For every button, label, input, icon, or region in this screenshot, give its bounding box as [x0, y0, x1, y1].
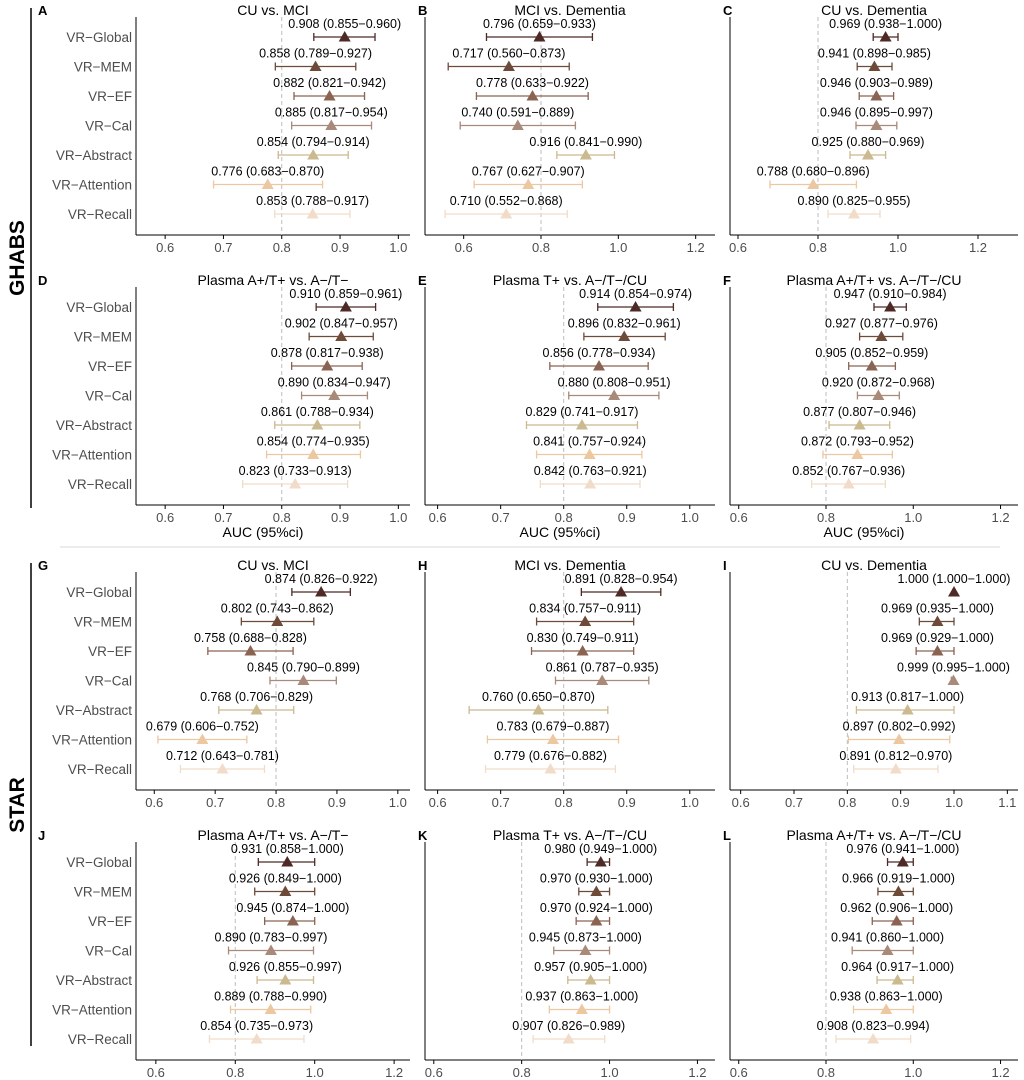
- ci-label: 0.861 (0.788−0.934): [260, 405, 374, 419]
- estimate-marker: [287, 915, 299, 926]
- ci-label: 0.896 (0.832−0.961): [567, 316, 681, 331]
- row-label: VR−Recall: [67, 762, 132, 777]
- ci-label: 0.841 (0.757−0.924): [533, 434, 647, 449]
- ci-label: 0.845 (0.790−0.899): [246, 660, 360, 675]
- panel-letter: H: [418, 558, 428, 573]
- ci-label: 0.891 (0.828−0.954): [564, 572, 678, 586]
- x-tick-label: 0.6: [156, 510, 175, 525]
- ci-label: 0.891 (0.812−0.970): [839, 749, 953, 763]
- ci-label: 0.856 (0.778−0.934): [542, 346, 656, 360]
- ci-label: 0.908 (0.855−0.960): [288, 17, 402, 31]
- panel-a: [38, 2, 410, 255]
- ci-label: 0.760 (0.650−0.870): [482, 690, 595, 704]
- row-label: VR−Recall: [67, 1032, 132, 1047]
- estimate-marker: [875, 331, 887, 342]
- estimate-marker: [867, 1033, 879, 1044]
- ci-label: 0.710 (0.552−0.868): [449, 194, 563, 208]
- panel-b: [418, 2, 715, 255]
- ci-label: 0.907 (0.826−0.989): [512, 1019, 626, 1033]
- x-tick-label: 0.8: [554, 795, 573, 810]
- ci-label: 0.890 (0.783−0.997): [214, 930, 328, 945]
- estimate-marker: [271, 616, 283, 627]
- estimate-marker: [311, 419, 323, 430]
- x-tick-label: 0.7: [206, 795, 225, 810]
- estimate-marker: [297, 675, 309, 686]
- panel-title: Plasma T+ vs. A−/T−/CU: [492, 827, 648, 843]
- estimate-marker: [902, 704, 914, 715]
- x-tick-label: 0.6: [729, 510, 748, 525]
- estimate-marker: [931, 645, 943, 656]
- ci-label: 0.927 (0.877−0.976): [824, 316, 938, 331]
- estimate-marker: [325, 120, 337, 131]
- ci-label: 0.779 (0.676−0.882): [493, 749, 607, 763]
- x-tick-label: 1.0: [680, 510, 699, 525]
- ci-label: 0.957 (0.905−1.000): [534, 960, 648, 974]
- x-tick-label: 1.2: [686, 240, 705, 255]
- ci-label: 0.962 (0.906−1.000): [840, 901, 954, 915]
- ci-label: 0.717 (0.560−0.873): [452, 46, 566, 61]
- x-tick-label: 1.0: [904, 1065, 923, 1080]
- estimate-marker: [500, 208, 512, 219]
- estimate-marker: [533, 31, 545, 42]
- ci-label: 0.966 (0.919−1.000): [841, 871, 955, 886]
- x-tick-label: 0.6: [145, 795, 164, 810]
- x-tick-label: 0.6: [728, 240, 748, 255]
- x-tick-label: 0.9: [331, 510, 350, 525]
- estimate-marker: [880, 31, 892, 42]
- x-tick-label: 0.8: [554, 510, 573, 525]
- estimate-marker: [593, 360, 605, 371]
- row-label: VR−EF: [88, 914, 132, 929]
- estimate-marker: [880, 1004, 892, 1015]
- panel-h: [418, 557, 715, 810]
- row-label: VR−Attention: [52, 447, 132, 463]
- x-tick-label: 1.0: [305, 1065, 324, 1080]
- estimate-marker: [608, 390, 620, 401]
- estimate-marker: [584, 449, 596, 460]
- estimate-marker: [315, 586, 327, 597]
- estimate-marker: [307, 208, 319, 219]
- ci-label: 0.783 (0.679−0.887): [496, 719, 610, 734]
- panel-letter: A: [38, 3, 48, 18]
- estimate-marker: [854, 419, 866, 430]
- panel-letter: I: [723, 558, 727, 573]
- estimate-marker: [807, 179, 819, 190]
- estimate-marker: [310, 61, 322, 72]
- panel-c: [723, 2, 1018, 255]
- panel-i: [723, 557, 1018, 810]
- estimate-marker: [196, 734, 208, 745]
- estimate-marker: [279, 974, 291, 985]
- panel-e: [418, 272, 715, 540]
- group-label-ghabs: GHABS: [6, 220, 29, 296]
- row-label: VR−Recall: [67, 477, 132, 492]
- panel-letter: L: [723, 828, 731, 843]
- estimate-marker: [872, 390, 884, 401]
- x-tick-label: 1.0: [944, 795, 964, 810]
- panel-title: CU vs. MCI: [237, 2, 309, 18]
- x-tick-label: 0.7: [491, 795, 510, 810]
- estimate-marker: [307, 149, 319, 160]
- x-tick-label: 0.6: [156, 240, 175, 255]
- estimate-marker: [892, 974, 904, 985]
- ci-label: 0.908 (0.823−0.994): [816, 1019, 930, 1033]
- estimate-marker: [947, 675, 959, 686]
- row-label: VR−MEM: [73, 884, 132, 900]
- estimate-marker: [576, 419, 588, 430]
- estimate-marker: [576, 1004, 588, 1015]
- x-tick-label: 1.0: [904, 510, 923, 525]
- ci-label: 0.885 (0.817−0.954): [274, 105, 388, 120]
- ci-label: 0.778 (0.633−0.922): [476, 76, 589, 90]
- estimate-marker: [265, 1004, 277, 1015]
- estimate-marker: [843, 478, 855, 489]
- estimate-marker: [884, 301, 896, 312]
- estimate-marker: [321, 360, 333, 371]
- x-tick-label: 0.7: [214, 240, 233, 255]
- ci-label: 0.946 (0.903−0.989): [819, 76, 933, 90]
- panel-title: Plasma A+/T+ vs. A−/T−/CU: [786, 827, 962, 843]
- estimate-marker: [335, 331, 347, 342]
- estimate-marker: [590, 886, 602, 897]
- estimate-marker: [244, 645, 256, 656]
- estimate-marker: [279, 886, 291, 897]
- row-label: VR−Global: [66, 30, 132, 45]
- ci-label: 0.882 (0.821−0.942): [273, 76, 387, 90]
- row-label: VR−MEM: [73, 614, 132, 630]
- ci-label: 0.926 (0.855−0.997): [228, 960, 342, 974]
- ci-label: 0.946 (0.895−0.997): [819, 105, 933, 120]
- estimate-marker: [503, 61, 515, 72]
- row-label: VR−Abstract: [55, 973, 132, 988]
- x-axis-label: AUC (95%ci): [222, 524, 304, 540]
- estimate-marker: [897, 856, 909, 867]
- ci-label: 0.740 (0.591−0.889): [461, 105, 575, 120]
- row-label: VR−MEM: [73, 329, 132, 345]
- estimate-marker: [289, 478, 301, 489]
- x-tick-label: 0.6: [454, 240, 473, 255]
- panel-letter: F: [723, 273, 731, 288]
- estimate-marker: [522, 179, 534, 190]
- row-label: VR−Attention: [52, 732, 132, 748]
- estimate-marker: [595, 856, 607, 867]
- row-label: VR−Cal: [85, 118, 132, 134]
- panel-letter: E: [418, 273, 427, 288]
- ci-label: 0.853 (0.788−0.917): [256, 194, 370, 208]
- ci-label: 0.830 (0.749−0.911): [526, 631, 639, 645]
- x-tick-label: 0.8: [512, 1065, 531, 1080]
- estimate-marker: [307, 449, 319, 460]
- panel-d: [38, 272, 410, 540]
- ci-label: 0.969 (0.938−1.000): [829, 17, 943, 31]
- row-label: VR−MEM: [73, 59, 132, 75]
- estimate-marker: [579, 945, 591, 956]
- x-axis-label: AUC (95%ci): [519, 524, 601, 540]
- ci-label: 0.858 (0.789−0.927): [259, 46, 373, 61]
- estimate-marker: [948, 586, 960, 597]
- row-label: VR−Cal: [85, 388, 132, 404]
- x-tick-label: 0.8: [531, 240, 551, 255]
- panel-letter: J: [38, 828, 46, 843]
- estimate-marker: [851, 449, 863, 460]
- panel-l: [723, 827, 1018, 1080]
- ci-label: 0.937 (0.863−1.000): [525, 989, 639, 1004]
- row-label: VR−Attention: [52, 177, 132, 193]
- estimate-marker: [216, 763, 228, 774]
- ci-label: 1.000 (1.000−1.000): [897, 572, 1011, 586]
- panel-title: CU vs. Dementia: [821, 557, 927, 573]
- estimate-marker: [251, 704, 263, 715]
- estimate-marker: [868, 61, 880, 72]
- ci-label: 0.861 (0.787−0.935): [545, 660, 659, 675]
- x-tick-label: 0.8: [816, 1065, 836, 1080]
- x-tick-label: 0.8: [838, 795, 857, 810]
- ci-label: 0.897 (0.802−0.992): [842, 719, 956, 734]
- panel-title: Plasma T+ vs. A−/T−/CU: [492, 272, 648, 288]
- estimate-marker: [584, 478, 596, 489]
- estimate-marker: [577, 645, 589, 656]
- row-label: VR−Cal: [85, 943, 132, 959]
- panel-letter: C: [723, 3, 733, 18]
- ci-label: 0.905 (0.852−0.959): [815, 346, 929, 360]
- panel-f: [723, 272, 1018, 540]
- ci-label: 0.945 (0.874−1.000): [236, 901, 350, 915]
- panel-title: MCI vs. Dementia: [514, 2, 626, 18]
- ci-label: 0.768 (0.706−0.829): [200, 690, 314, 704]
- x-tick-label: 1.0: [389, 510, 408, 525]
- ci-label: 0.802 (0.743−0.862): [220, 601, 334, 616]
- x-tick-label: 0.6: [428, 795, 447, 810]
- ci-label: 0.852 (0.767−0.936): [792, 464, 906, 478]
- x-tick-label: 0.6: [729, 1065, 748, 1080]
- x-tick-label: 0.9: [617, 510, 636, 525]
- ci-label: 0.980 (0.949−1.000): [544, 842, 658, 856]
- x-tick-label: 1.0: [680, 795, 699, 810]
- group-label-star: STAR: [6, 777, 29, 833]
- estimate-marker: [618, 331, 630, 342]
- estimate-marker: [585, 974, 597, 985]
- ci-label: 0.878 (0.817−0.938): [270, 346, 384, 360]
- ci-label: 0.834 (0.757−0.911): [529, 601, 642, 616]
- ci-label: 0.920 (0.872−0.968): [821, 375, 935, 390]
- x-tick-label: 1.2: [385, 1065, 404, 1080]
- estimate-marker: [891, 915, 903, 926]
- estimate-marker: [882, 945, 894, 956]
- estimate-marker: [615, 586, 627, 597]
- row-label: VR−Attention: [52, 1002, 132, 1018]
- estimate-marker: [580, 149, 592, 160]
- ci-label: 0.877 (0.807−0.946): [803, 405, 917, 419]
- estimate-marker: [870, 90, 882, 101]
- x-tick-label: 0.9: [891, 795, 910, 810]
- estimate-marker: [544, 763, 556, 774]
- row-label: VR−EF: [88, 644, 132, 659]
- ci-label: 0.926 (0.849−1.000): [228, 871, 342, 886]
- x-tick-label: 1.0: [609, 240, 628, 255]
- x-tick-label: 0.9: [617, 795, 636, 810]
- ci-label: 0.872 (0.793−0.952): [800, 434, 914, 449]
- ci-label: 0.890 (0.825−0.955): [797, 194, 911, 208]
- panel-title: Plasma A+/T+ vs. A−/T−: [197, 827, 349, 843]
- estimate-marker: [532, 704, 544, 715]
- row-label: VR−Abstract: [55, 148, 132, 163]
- x-tick-label: 0.6: [424, 1065, 443, 1080]
- ci-label: 0.941 (0.860−1.000): [831, 930, 945, 945]
- ci-label: 0.970 (0.924−1.000): [539, 901, 653, 915]
- ci-label: 0.796 (0.659−0.933): [482, 17, 596, 31]
- ci-label: 0.970 (0.930−1.000): [539, 871, 653, 886]
- estimate-marker: [281, 856, 293, 867]
- ci-label: 0.889 (0.788−0.990): [214, 989, 328, 1004]
- x-tick-label: 0.8: [226, 1065, 245, 1080]
- ci-label: 0.964 (0.917−1.000): [841, 960, 955, 974]
- ci-label: 0.902 (0.847−0.957): [284, 316, 398, 331]
- x-tick-label: 0.8: [816, 510, 836, 525]
- x-axis-label: AUC (95%ci): [823, 524, 905, 540]
- x-tick-label: 0.8: [272, 240, 291, 255]
- ci-label: 0.788 (0.680−0.896): [756, 164, 870, 179]
- estimate-marker: [630, 301, 642, 312]
- x-tick-label: 0.6: [146, 1065, 165, 1080]
- ci-label: 0.947 (0.910−0.984): [833, 287, 947, 301]
- x-tick-label: 0.8: [808, 240, 828, 255]
- estimate-marker: [579, 616, 591, 627]
- row-label: VR−EF: [88, 359, 132, 374]
- ci-label: 0.945 (0.873−1.000): [528, 930, 642, 945]
- row-label: VR−Recall: [67, 207, 132, 222]
- ci-label: 0.913 (0.817−1.000): [851, 690, 965, 704]
- row-label: VR−Global: [66, 855, 132, 870]
- x-tick-label: 1.2: [991, 1065, 1010, 1080]
- row-label: VR−Abstract: [55, 418, 132, 433]
- x-tick-label: 1.0: [888, 240, 908, 255]
- panel-title: CU vs. Dementia: [821, 2, 927, 18]
- estimate-marker: [547, 734, 559, 745]
- ci-label: 0.916 (0.841−0.990): [529, 135, 643, 149]
- panel-title: CU vs. MCI: [237, 557, 309, 573]
- ci-label: 0.842 (0.763−0.921): [533, 464, 647, 478]
- estimate-marker: [512, 120, 524, 131]
- panel-g: [38, 557, 410, 810]
- x-tick-label: 0.9: [327, 795, 346, 810]
- estimate-marker: [262, 179, 274, 190]
- ci-label: 0.938 (0.863−1.000): [829, 989, 943, 1004]
- estimate-marker: [526, 90, 538, 101]
- ci-label: 0.829 (0.741−0.917): [525, 405, 639, 419]
- panel-letter: G: [38, 558, 49, 573]
- row-label: VR−Global: [66, 300, 132, 315]
- estimate-marker: [892, 886, 904, 897]
- estimate-marker: [890, 763, 902, 774]
- estimate-marker: [339, 31, 351, 42]
- ci-label: 0.776 (0.683−0.870): [211, 164, 325, 179]
- estimate-marker: [563, 1033, 575, 1044]
- panel-title: Plasma A+/T+ vs. A−/T−: [197, 272, 349, 288]
- estimate-marker: [866, 360, 878, 371]
- ci-label: 0.823 (0.733−0.913): [238, 464, 352, 478]
- row-label: VR−EF: [88, 89, 132, 104]
- x-tick-label: 0.6: [731, 795, 750, 810]
- x-tick-label: 1.0: [600, 1065, 619, 1080]
- ci-label: 0.999 (0.995−1.000): [896, 660, 1010, 675]
- x-tick-label: 0.7: [491, 510, 510, 525]
- ci-label: 0.758 (0.688−0.828): [193, 631, 307, 645]
- row-label: VR−Cal: [85, 673, 132, 689]
- x-tick-label: 0.8: [272, 510, 291, 525]
- x-tick-label: 1.0: [389, 240, 408, 255]
- ci-label: 0.925 (0.880−0.969): [811, 135, 925, 149]
- x-tick-label: 0.9: [331, 240, 350, 255]
- panel-letter: D: [38, 273, 48, 288]
- ci-label: 0.679 (0.606−0.752): [145, 719, 259, 734]
- x-tick-label: 1.0: [388, 795, 407, 810]
- panel-title: MCI vs. Dementia: [514, 557, 626, 573]
- ci-label: 0.910 (0.859−0.961): [289, 287, 403, 301]
- estimate-marker: [265, 945, 277, 956]
- panel-title: Plasma A+/T+ vs. A−/T−/CU: [786, 272, 962, 288]
- x-tick-label: 0.7: [214, 510, 233, 525]
- estimate-marker: [340, 301, 352, 312]
- ci-label: 0.880 (0.808−0.951): [557, 375, 671, 390]
- ci-label: 0.854 (0.735−0.973): [200, 1019, 314, 1033]
- ci-label: 0.969 (0.929−1.000): [880, 631, 994, 645]
- estimate-marker: [893, 734, 905, 745]
- x-tick-label: 1.1: [998, 795, 1017, 810]
- ci-label: 0.712 (0.643−0.781): [165, 749, 279, 763]
- estimate-marker: [931, 616, 943, 627]
- ci-label: 0.890 (0.834−0.947): [277, 375, 391, 390]
- ci-label: 0.854 (0.774−0.935): [256, 434, 370, 449]
- ci-label: 0.931 (0.858−1.000): [230, 842, 344, 856]
- x-tick-label: 0.8: [267, 795, 286, 810]
- estimate-marker: [324, 90, 336, 101]
- ci-label: 0.914 (0.854−0.974): [579, 287, 693, 301]
- estimate-marker: [870, 120, 882, 131]
- estimate-marker: [251, 1033, 263, 1044]
- ci-label: 0.969 (0.935−1.000): [880, 601, 994, 616]
- estimate-marker: [328, 390, 340, 401]
- estimate-marker: [590, 915, 602, 926]
- row-label: VR−Abstract: [55, 703, 132, 718]
- estimate-marker: [596, 675, 608, 686]
- x-tick-label: 1.2: [688, 1065, 707, 1080]
- ci-label: 0.767 (0.627−0.907): [471, 164, 585, 179]
- estimate-marker: [862, 149, 874, 160]
- ci-label: 0.854 (0.794−0.914): [256, 135, 370, 149]
- ci-label: 0.976 (0.941−1.000): [846, 842, 960, 856]
- x-tick-label: 1.2: [991, 510, 1010, 525]
- panel-letter: B: [418, 3, 428, 18]
- x-tick-label: 0.7: [784, 795, 804, 810]
- x-tick-label: 0.6: [428, 510, 447, 525]
- estimate-marker: [848, 208, 860, 219]
- x-tick-label: 1.2: [968, 240, 988, 255]
- panel-j: [38, 827, 410, 1080]
- panel-letter: K: [418, 828, 428, 843]
- ci-label: 0.941 (0.898−0.985): [817, 46, 931, 61]
- panel-k: [418, 827, 715, 1080]
- row-label: VR−Global: [66, 585, 132, 600]
- ci-label: 0.874 (0.826−0.922): [264, 572, 378, 586]
